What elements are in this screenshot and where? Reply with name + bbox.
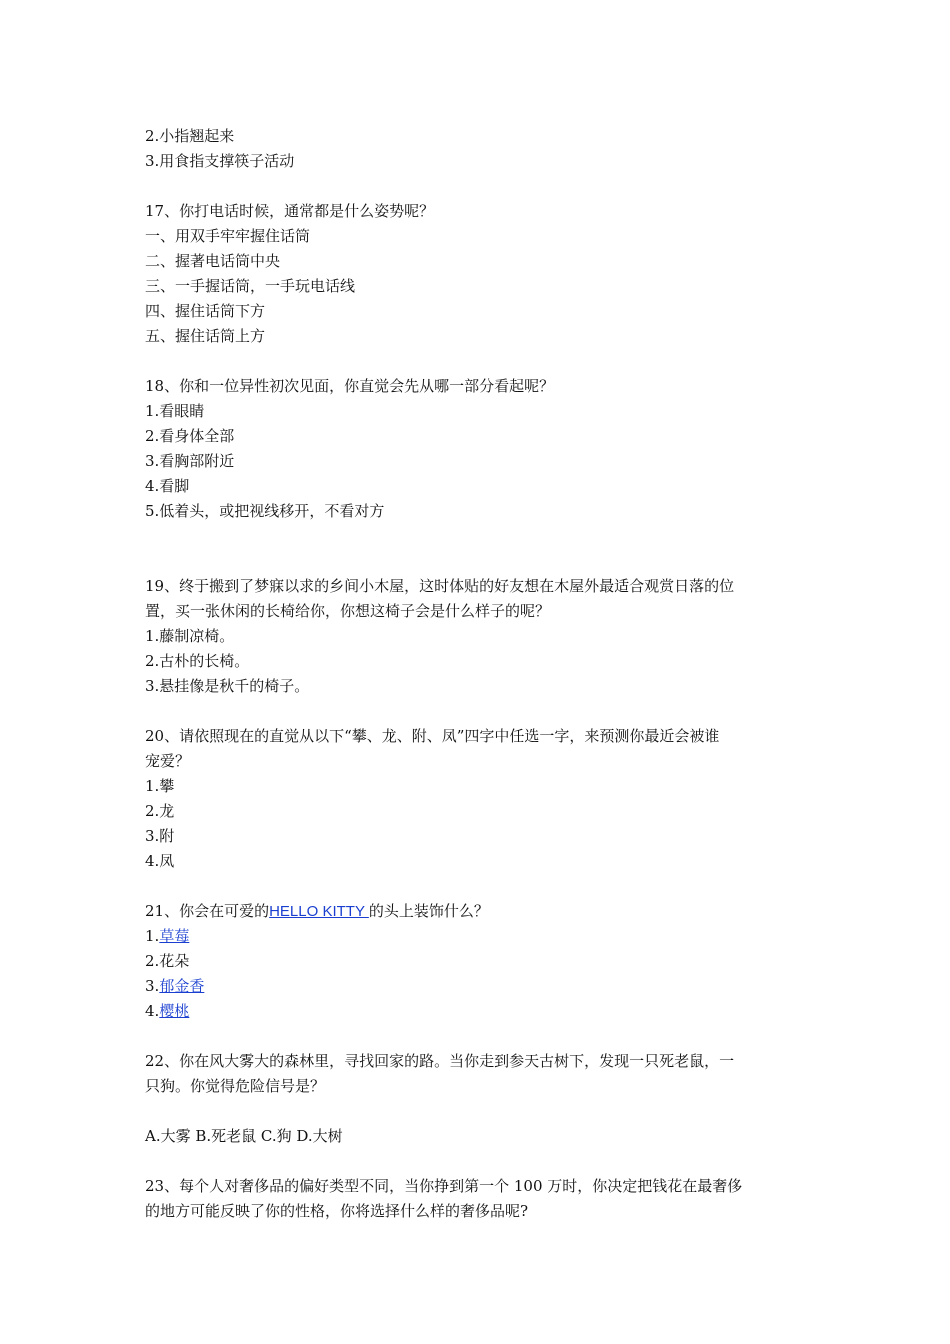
- q20-option-2: 2.龙: [145, 802, 175, 820]
- q17-option-2: 二、握著电话筒中央: [145, 252, 281, 270]
- q21-option-1-number: 1.: [145, 927, 160, 945]
- q20-title-line-2: 宠爱？: [145, 752, 191, 770]
- q19-option-1: 1.藤制凉椅。: [145, 627, 235, 645]
- q17-option-5: 五、握住话筒上方: [145, 327, 266, 345]
- q17-option-1: 一、用双手牢牢握住话筒: [145, 227, 311, 245]
- cherry-link[interactable]: 樱桃: [159, 1002, 190, 1020]
- q18-option-2: 2.看身体全部: [145, 427, 235, 445]
- q21-option-1: [145, 924, 810, 949]
- q21-option-3-number: 3.: [145, 977, 160, 995]
- q22-title-line-2: 只狗。你觉得危险信号是？: [145, 1077, 326, 1095]
- q21-title-suffix: 的头上装饰什么？: [368, 902, 489, 920]
- q17-option-3: 三、一手握话筒，一手玩电话线: [145, 277, 356, 295]
- q16-option-3: 3.用食指支撑筷子活动: [145, 152, 295, 170]
- q19-title-line-1: 19、终于搬到了梦寐以求的乡间小木屋，这时体贴的好友想在木屋外最适合观赏日落的位: [145, 577, 735, 595]
- q23-title-line-1: 23、每个人对奢侈品的偏好类型不同，当你挣到第一个 100 万时，你决定把钱花在最奢侈: [145, 1177, 743, 1195]
- q17-option-4: 四、握住话筒下方: [145, 302, 266, 320]
- q19-option-2: 2.古朴的长椅。: [145, 652, 250, 670]
- q21-option-3: [145, 974, 810, 999]
- q21-title: [145, 899, 810, 924]
- strawberry-link[interactable]: 草莓: [159, 927, 190, 945]
- q22-options: A.大雾 B.死老鼠 C.狗 D.大树: [145, 1127, 343, 1145]
- q20-title-line-1: 20、请依照现在的直觉从以下“攀、龙、附、凤”四字中任选一字，来预测你最近会被谁: [145, 727, 720, 745]
- q17-title: 17、你打电话时候，通常都是什么姿势呢？: [145, 202, 435, 220]
- q19-option-3: 3.悬挂像是秋千的椅子。: [145, 677, 310, 695]
- q20-option-3: 3.附: [145, 827, 175, 845]
- q20-option-1: 1.攀: [145, 777, 175, 795]
- q18-option-3: 3.看胸部附近: [145, 452, 235, 470]
- document-page: [145, 124, 810, 1224]
- q23-title-line-2: 的地方可能反映了你的性格，你将选择什么样的奢侈品呢?: [145, 1202, 529, 1220]
- q18-title: 18、你和一位异性初次见面，你直觉会先从哪一部分看起呢？: [145, 377, 555, 395]
- q18-option-1: 1.看眼睛: [145, 402, 205, 420]
- q18-option-4: 4.看脚: [145, 477, 190, 495]
- tulip-link[interactable]: 郁金香: [159, 977, 205, 995]
- q21-option-2: 2.花朵: [145, 952, 190, 970]
- q20-option-4: 4.凤: [145, 852, 175, 870]
- q18-option-5: 5.低着头，或把视线移开，不看对方: [145, 502, 385, 520]
- q21-option-4: [145, 999, 810, 1024]
- q16-option-2: 2.小指翘起来: [145, 127, 235, 145]
- q22-title-line-1: 22、你在风大雾大的森林里，寻找回家的路。当你走到参天古树下，发现一只死老鼠，一: [145, 1052, 735, 1070]
- q21-option-4-number: 4.: [145, 1002, 160, 1020]
- q21-title-prefix: 21、你会在可爱的: [145, 902, 270, 920]
- hello-kitty-link[interactable]: HELLO KITTY: [269, 903, 369, 920]
- q19-title-line-2: 置，买一张休闲的长椅给你，你想这椅子会是什么样子的呢？: [145, 602, 551, 620]
